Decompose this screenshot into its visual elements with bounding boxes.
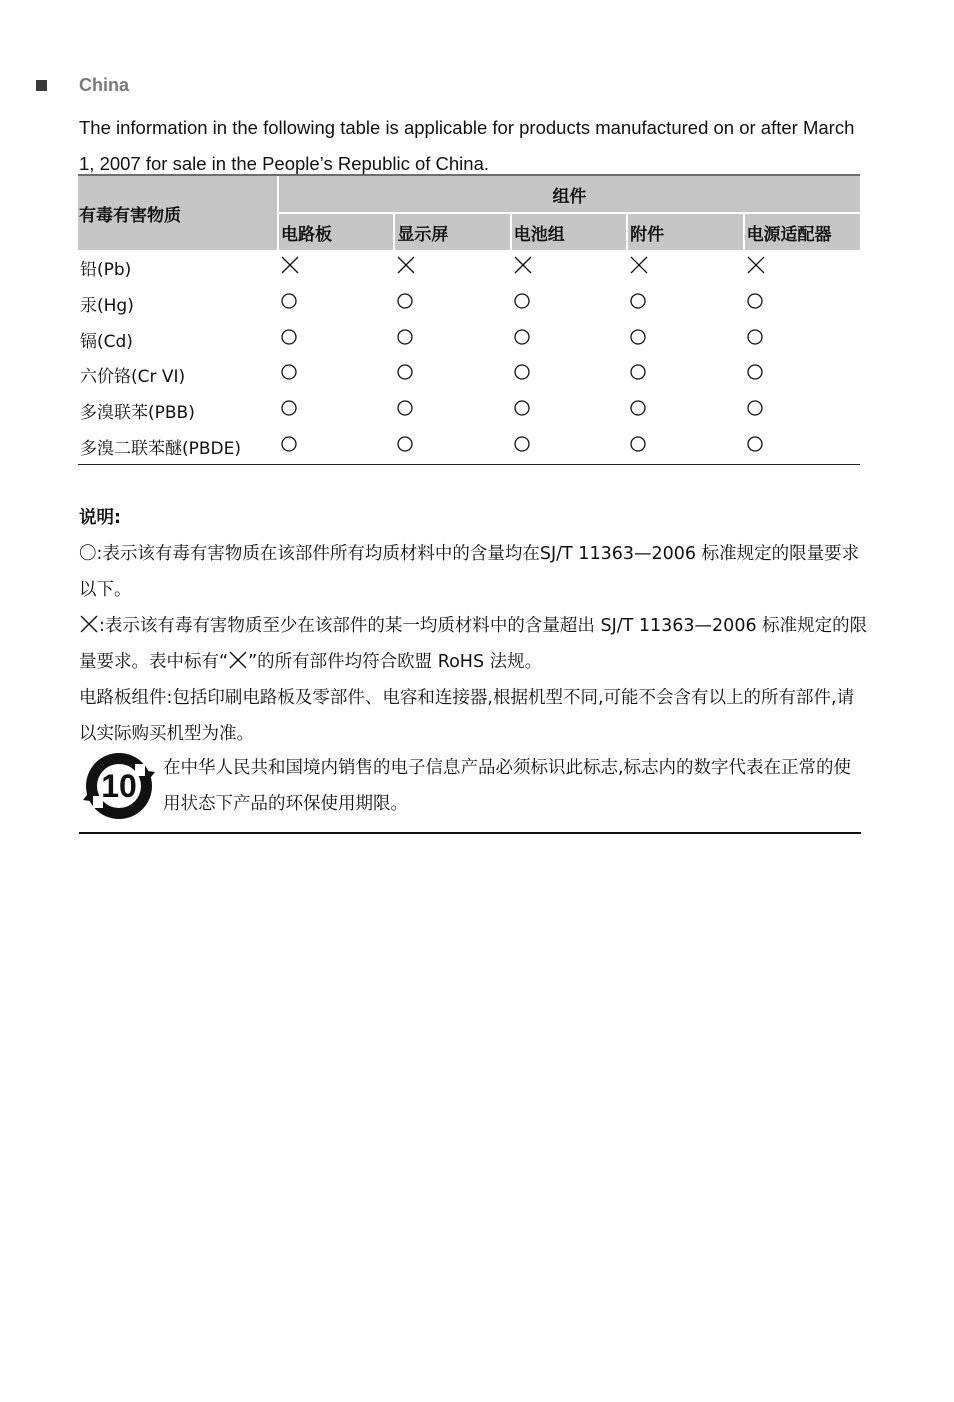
compliance-cell — [278, 286, 394, 322]
cross-mark-icon — [79, 615, 99, 633]
compliance-cell — [394, 357, 510, 393]
circle-mark-icon — [280, 362, 300, 382]
cross-mark-icon — [746, 255, 766, 275]
circle-mark-icon — [513, 291, 533, 311]
table-row — [78, 321, 860, 357]
circle-mark-icon — [746, 434, 766, 454]
compliance-cell — [278, 321, 394, 357]
circle-note: 〇:表示该有毒有害物质在该部件所有均质材料中的含量均在SJ/T 11363—2006 标准规定的限量要求以下。 — [79, 544, 860, 600]
compliance-cell — [394, 393, 510, 429]
intro-paragraph: The information in the following table is applicable for products manufactured on or after March 1, 2007 for sale in the People’s Republic of China. — [79, 117, 855, 174]
compliance-cell — [278, 357, 394, 393]
compliance-cell — [627, 250, 743, 286]
component-column-header: 显示屏 — [394, 213, 510, 250]
cross-note-text-b: ”的所有部件均符合欧盟 RoHS 法规。 — [248, 652, 543, 672]
circle-mark-icon — [396, 398, 416, 418]
circle-mark-icon — [629, 327, 649, 347]
circle-mark-icon — [746, 398, 766, 418]
circle-mark-icon — [629, 398, 649, 418]
compliance-cell — [394, 250, 510, 286]
circle-mark-icon — [396, 291, 416, 311]
table-corner-header: 有毒有害物质 — [78, 175, 278, 250]
bullet-marker — [36, 74, 47, 96]
compliance-cell — [394, 321, 510, 357]
circle-mark-icon — [513, 398, 533, 418]
circle-mark-icon — [629, 434, 649, 454]
table-row — [78, 250, 860, 286]
compliance-cell — [627, 393, 743, 429]
circle-mark-icon — [746, 291, 766, 311]
table-row — [78, 393, 860, 429]
cross-mark-icon — [280, 255, 300, 275]
table-row — [78, 428, 860, 464]
substance-name: 镉(Cd) — [80, 331, 133, 352]
compliance-cell — [744, 357, 860, 393]
circle-mark-icon — [396, 362, 416, 382]
environmental-logo-block — [79, 748, 861, 834]
notes-section — [79, 500, 869, 752]
circle-mark-icon — [280, 327, 300, 347]
circle-mark-icon — [629, 291, 649, 311]
epup-10-logo-icon — [79, 750, 159, 822]
component-column-header: 附件 — [627, 213, 743, 250]
component-column-header: 电池组 — [511, 213, 627, 250]
circuit-board-note: 电路板组件:包括印刷电路板及零部件、电容和连接器,根据机型不同,可能不会含有以上的所有部件,请以实际购买机型为准。 — [79, 688, 855, 744]
compliance-cell — [278, 250, 394, 286]
cross-mark-icon — [228, 651, 248, 669]
component-column-header: 电源适配器 — [744, 213, 860, 250]
compliance-cell — [744, 321, 860, 357]
table-row — [78, 286, 860, 322]
cross-note-text-a: :表示该有毒有害物质至少在该部件的某一均质材料中的含量超出 SJ/T 11363—2006 标准规定的限量要求。表中标有“ — [79, 616, 868, 672]
circle-mark-icon — [280, 434, 300, 454]
compliance-cell — [627, 321, 743, 357]
substance-name: 铅(Pb) — [80, 260, 132, 281]
compliance-cell — [627, 357, 743, 393]
notes-title: 说明: — [79, 508, 121, 528]
table-row — [78, 357, 860, 393]
substance-name: 六价铬(Cr VI) — [80, 367, 186, 388]
cross-mark-icon — [396, 255, 416, 275]
circle-mark-icon — [513, 327, 533, 347]
circle-mark-icon — [513, 362, 533, 382]
component-group-header: 组件 — [278, 175, 860, 213]
substance-name: 多溴二联苯醚(PBDE) — [78, 428, 278, 464]
cross-note — [79, 608, 869, 680]
square-bullet-icon — [36, 80, 47, 91]
substance-name: 汞(Hg) — [80, 296, 134, 317]
compliance-cell — [627, 428, 743, 464]
compliance-cell — [627, 286, 743, 322]
logo-number: 10 — [101, 768, 137, 804]
compliance-cell — [511, 357, 627, 393]
compliance-cell — [278, 428, 394, 464]
cross-mark-icon — [629, 255, 649, 275]
circle-mark-icon — [396, 327, 416, 347]
circle-mark-icon — [746, 362, 766, 382]
compliance-cell — [744, 250, 860, 286]
circle-mark-icon — [629, 362, 649, 382]
circle-mark-icon — [396, 434, 416, 454]
compliance-cell — [278, 393, 394, 429]
compliance-cell — [394, 286, 510, 322]
compliance-cell — [511, 393, 627, 429]
substance-name: 多溴联苯(PBB) — [80, 403, 195, 424]
compliance-cell — [511, 321, 627, 357]
compliance-cell — [744, 393, 860, 429]
circle-mark-icon — [280, 398, 300, 418]
compliance-cell — [511, 250, 627, 286]
compliance-cell — [511, 286, 627, 322]
circle-mark-icon — [746, 327, 766, 347]
compliance-cell — [511, 428, 627, 464]
compliance-cell — [744, 286, 860, 322]
circle-mark-icon — [280, 291, 300, 311]
section-title: China — [79, 75, 130, 95]
component-column-header: 电路板 — [278, 213, 394, 250]
circle-mark-icon — [513, 434, 533, 454]
compliance-cell — [394, 428, 510, 464]
compliance-cell — [744, 428, 860, 464]
cross-mark-icon — [513, 255, 533, 275]
logo-description: 在中华人民共和国境内销售的电子信息产品必须标识此标志,标志内的数字代表在正常的使用状态下产品的环保使用期限。 — [163, 758, 852, 814]
hazardous-substances-table — [78, 174, 860, 465]
